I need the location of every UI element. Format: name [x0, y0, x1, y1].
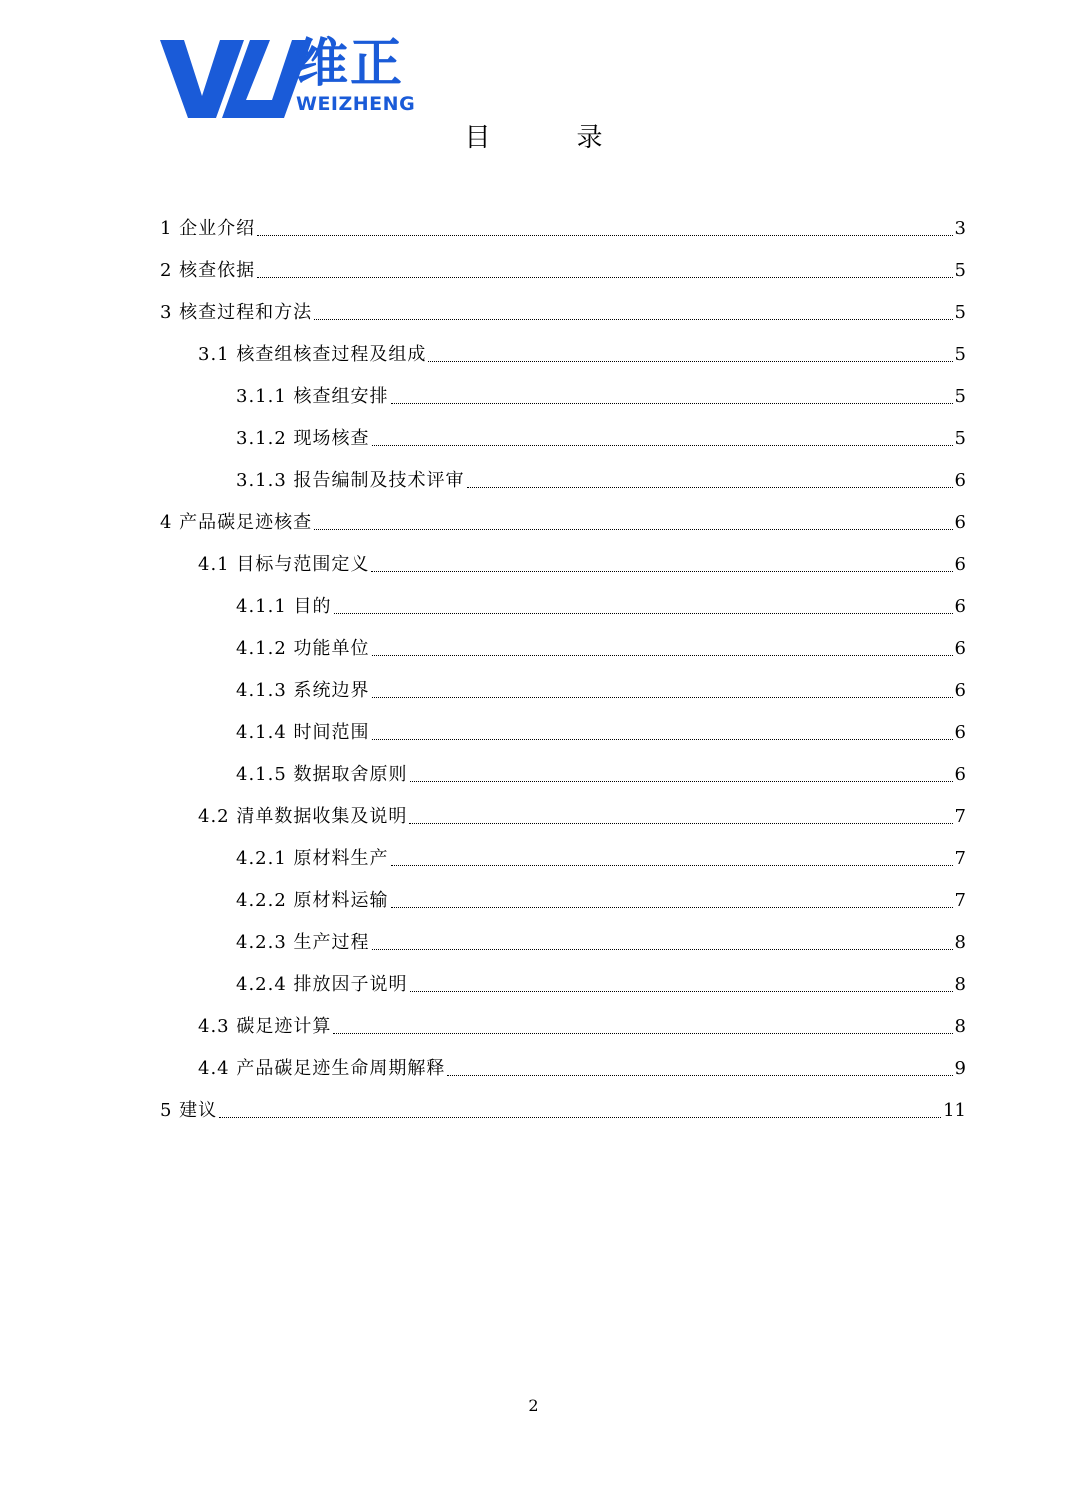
toc-leader-dots [372, 445, 953, 446]
toc-entry[interactable] [160, 208, 966, 250]
toc-entry-page: 3 [954, 218, 966, 239]
toc-entry-label: 4 产品碳足迹核查 [160, 512, 313, 533]
toc-entry-page: 6 [954, 680, 966, 701]
toc-entry-page: 7 [954, 848, 966, 869]
toc-entry[interactable] [160, 292, 966, 334]
toc-entry-page: 5 [954, 344, 966, 365]
toc-leader-dots [428, 361, 952, 362]
toc-entry-page: 6 [954, 722, 966, 743]
toc-leader-dots [219, 1117, 941, 1118]
toc-entry[interactable] [160, 250, 966, 292]
toc-leader-dots [314, 529, 952, 530]
toc-entry-label: 5 建议 [160, 1100, 218, 1121]
toc-entry-label: 4.3 碳足迹计算 [198, 1016, 332, 1037]
toc-leader-dots [409, 823, 952, 824]
toc-entry-page: 6 [954, 470, 966, 491]
toc-entry[interactable] [160, 796, 966, 838]
toc-entry-label: 2 核查依据 [160, 260, 256, 281]
toc-entry-page: 6 [954, 512, 966, 533]
toc-entry-page: 5 [954, 386, 966, 407]
toc-leader-dots [334, 613, 953, 614]
toc-entry[interactable] [160, 460, 966, 502]
toc-entry[interactable] [160, 1006, 966, 1048]
toc-entry[interactable] [160, 502, 966, 544]
toc-entry[interactable] [160, 418, 966, 460]
toc-entry[interactable] [160, 880, 966, 922]
toc-leader-dots [372, 949, 953, 950]
toc-leader-dots [447, 1075, 952, 1076]
toc-entry[interactable] [160, 670, 966, 712]
toc-leader-dots [372, 697, 953, 698]
toc-entry[interactable] [160, 922, 966, 964]
toc-leader-dots [410, 991, 953, 992]
toc-entry[interactable] [160, 964, 966, 1006]
toc-leader-dots [257, 277, 952, 278]
page-title: 目 录 [464, 123, 633, 153]
toc-leader-dots [372, 655, 953, 656]
toc-leader-dots [410, 781, 953, 782]
logo-text-english: WEIZHENG [296, 93, 416, 115]
toc-leader-dots [333, 1033, 952, 1034]
toc-entry-label: 3.1.2 现场核查 [236, 428, 370, 449]
toc-entry-label: 3.1.1 核查组安排 [236, 386, 389, 407]
toc-entry-label: 4.1.1 目的 [236, 596, 332, 617]
toc-entry-label: 4.1.2 功能单位 [236, 638, 370, 659]
toc-entry[interactable] [160, 544, 966, 586]
toc-entry-page: 7 [954, 890, 966, 911]
table-of-contents [160, 208, 966, 1132]
toc-entry-label: 4.1.3 系统边界 [236, 680, 370, 701]
toc-entry-label: 4.1.4 时间范围 [236, 722, 370, 743]
toc-entry-page: 6 [954, 596, 966, 617]
toc-leader-dots [314, 319, 952, 320]
toc-entry-label: 4.2.1 原材料生产 [236, 848, 389, 869]
toc-entry[interactable] [160, 628, 966, 670]
logo-text-chinese: 维正 [296, 34, 405, 94]
toc-entry-label: 3.1.3 报告编制及技术评审 [236, 470, 465, 491]
toc-entry-label: 1 企业介绍 [160, 218, 256, 239]
toc-entry-page: 6 [954, 554, 966, 575]
toc-entry-label: 4.4 产品碳足迹生命周期解释 [198, 1058, 446, 1079]
toc-entry-page: 6 [954, 764, 966, 785]
toc-entry-label: 3.1 核查组核查过程及组成 [198, 344, 427, 365]
toc-entry-label: 3 核查过程和方法 [160, 302, 313, 323]
toc-entry-page: 8 [954, 932, 966, 953]
toc-entry-page: 11 [943, 1100, 966, 1121]
toc-leader-dots [372, 739, 953, 740]
toc-entry-page: 9 [954, 1058, 966, 1079]
toc-entry-label: 4.2.3 生产过程 [236, 932, 370, 953]
toc-leader-dots [391, 907, 953, 908]
toc-leader-dots [391, 403, 953, 404]
toc-entry[interactable] [160, 334, 966, 376]
toc-leader-dots [371, 571, 952, 572]
page-number: 2 [528, 1396, 539, 1415]
toc-entry-page: 8 [954, 1016, 966, 1037]
toc-entry[interactable] [160, 838, 966, 880]
toc-entry[interactable] [160, 376, 966, 418]
toc-entry-page: 7 [954, 806, 966, 827]
toc-entry[interactable] [160, 712, 966, 754]
toc-leader-dots [257, 235, 952, 236]
toc-entry-page: 6 [954, 638, 966, 659]
toc-entry[interactable] [160, 586, 966, 628]
toc-entry-label: 4.1 目标与范围定义 [198, 554, 370, 575]
toc-entry-page: 8 [954, 974, 966, 995]
toc-entry[interactable] [160, 754, 966, 796]
toc-entry-page: 5 [954, 302, 966, 323]
toc-entry-label: 4.2.2 原材料运输 [236, 890, 389, 911]
toc-entry-label: 4.2.4 排放因子说明 [236, 974, 408, 995]
toc-entry[interactable] [160, 1048, 966, 1090]
toc-entry-page: 5 [954, 260, 966, 281]
toc-leader-dots [391, 865, 953, 866]
toc-leader-dots [467, 487, 953, 488]
toc-entry-label: 4.2 清单数据收集及说明 [198, 806, 408, 827]
toc-entry-label: 4.1.5 数据取舍原则 [236, 764, 408, 785]
toc-entry-page: 5 [954, 428, 966, 449]
toc-entry[interactable] [160, 1090, 966, 1132]
